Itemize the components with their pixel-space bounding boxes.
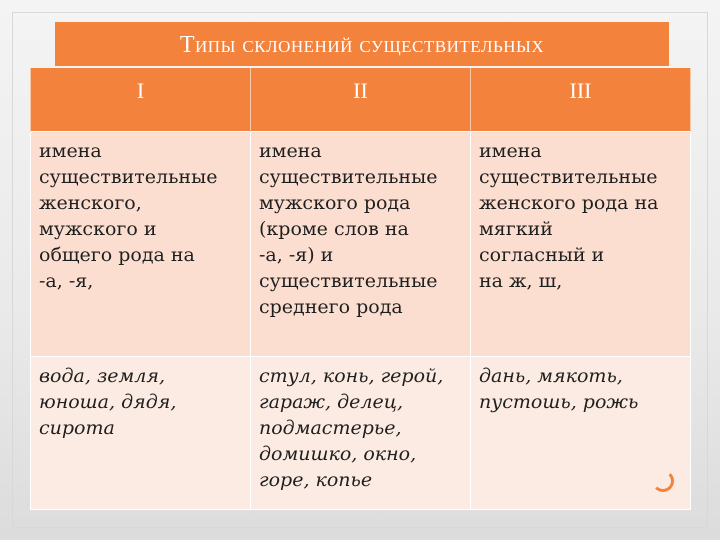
header-declension-3: III bbox=[471, 68, 691, 132]
cell-description-3: имена существительные женского рода на мягкий согласный и на ж, ш, bbox=[471, 132, 691, 357]
decorative-circle-icon bbox=[652, 470, 674, 492]
cell-description-1: имена существительные женского, мужского и общего рода на -а, -я, bbox=[31, 132, 251, 357]
cell-description-2: имена существительные мужского рода (кроме слов на -а, -я) и существительные среднего рода bbox=[251, 132, 471, 357]
table-row bbox=[31, 357, 691, 510]
slide-title: Типы склонений существительных bbox=[179, 32, 545, 58]
header-declension-2: II bbox=[251, 68, 471, 132]
header-declension-1: I bbox=[31, 68, 251, 132]
table-row bbox=[31, 132, 691, 357]
cell-examples-3: дань, мякоть, пустошь, рожь bbox=[471, 357, 691, 510]
header-row bbox=[31, 68, 691, 132]
cell-examples-1: вода, земля, юноша, дядя, сирота bbox=[31, 357, 251, 510]
cell-examples-2: стул, конь, герой, гараж, делец, подмастерье, домишко, окно, горе, копье bbox=[251, 357, 471, 510]
declension-table bbox=[30, 68, 691, 510]
